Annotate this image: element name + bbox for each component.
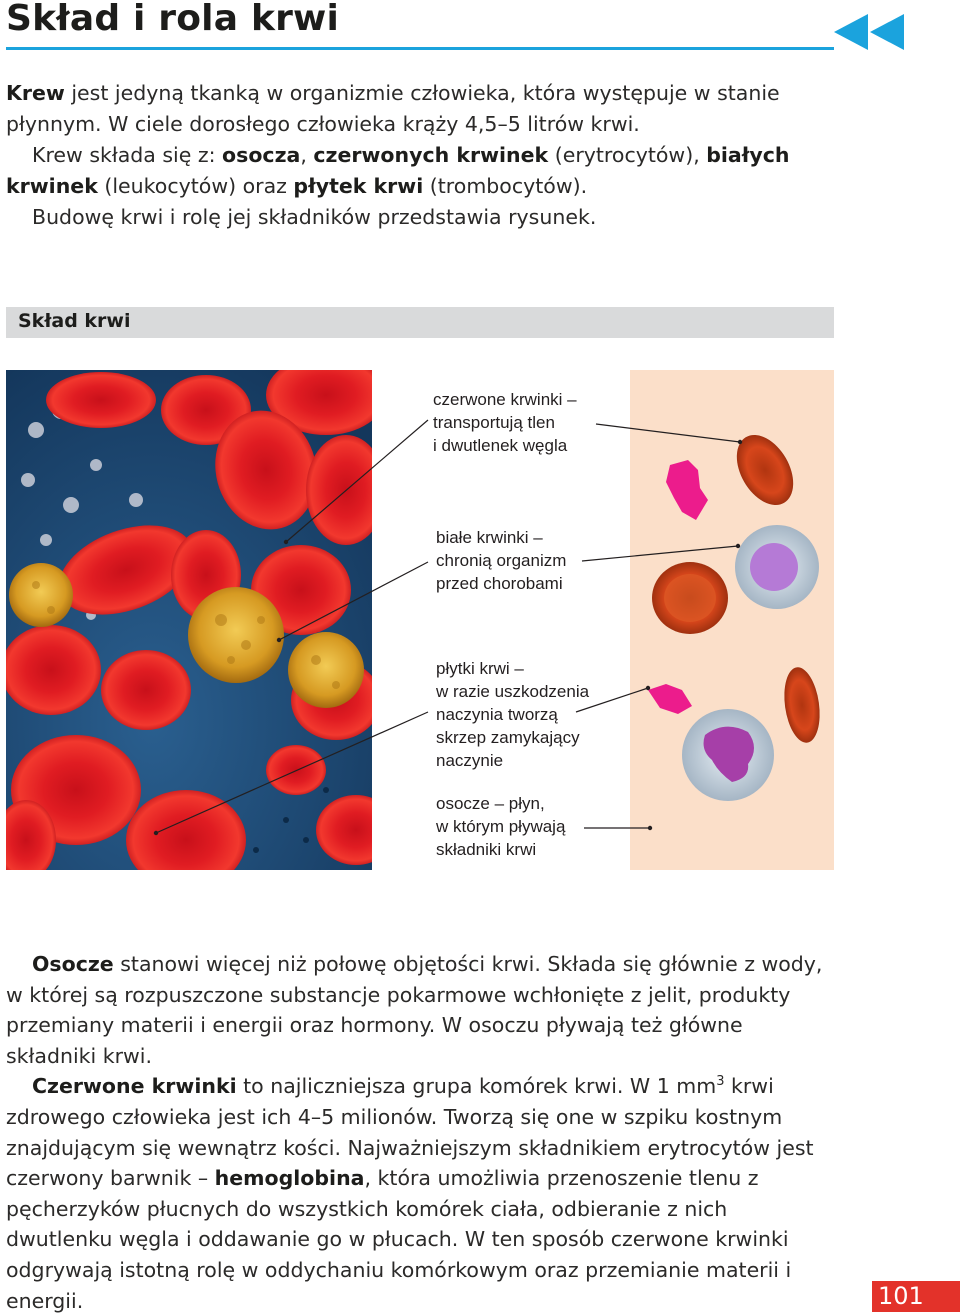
intro-text — [6, 78, 836, 233]
label-red-cells: czerwone krwinki – transportują tlen i dwutlenek węgla — [433, 390, 577, 455]
intro-paragraph-1: Krew jest jedyną tkanką w organizmie człowieka, która występuje w stanie płynnym. W ciele dorosłego człowieka krąży 4,5–5 litrów krwi. — [6, 81, 780, 136]
body-paragraph-red-cells: Czerwone krwinki to najliczniejsza grupa komórek krwi. W 1 $mm^3$ krwi zdrowego człowieka jest ich 4–5 milionów. Tworzą się one w szpiku kostnym znajdującym się wewnątrz kości. Najważniejszym składnikiem erytrocytów jest czerwony barwnik – hemoglobina, która umożliwia przenoszenie tlenu z pęcherzyków płucnych do wszystkich komórek ciała, odbieranie z nich dwutlenku węgla i oddawanie go w płucach. W ten sposób czerwone krwinki odgrywają istotną rolę w oddychaniu komórkowym oraz przemianie materii i energii. — [6, 1074, 814, 1313]
page-number: 101 — [872, 1281, 960, 1312]
body-paragraph-plasma: Osocze stanowi więcej niż połowę objętości krwi. Składa się głównie z wody, w której są rozpuszczone substancje pokarmowe wchłonięte z jelit, produkty przemiany materii i energii oraz hormony. W osoczu pływają też główne składniki krwi. — [6, 952, 823, 1068]
double-arrow-left-icon[interactable] — [832, 10, 912, 54]
title-underline — [6, 47, 834, 50]
blood-cells-illustration — [630, 370, 834, 870]
label-platelets: płytki krwi – w razie uszkodzenia naczynia tworzą skrzep zamykający naczynie — [436, 659, 590, 770]
body-text — [6, 949, 836, 1316]
figure-heading-bar — [6, 307, 834, 338]
label-plasma: osocze – płyn, w którym pływają składniki krwi — [436, 794, 566, 859]
label-white-cells: białe krwinki – chronią organizm przed chorobami — [436, 528, 567, 593]
intro-paragraph-3: Budowę krwi i rolę jej składników przedstawia rysunek. — [32, 205, 597, 229]
figure-heading: Skład krwi — [18, 310, 131, 332]
blood-micrograph — [6, 370, 372, 870]
page-title: Skład i rola krwi — [6, 0, 340, 39]
intro-paragraph-2: Krew składa się z: osocza, czerwonych krwinek (erytrocytów), białych krwinek (leukocytów) oraz płytek krwi (trombocytów). — [6, 143, 790, 198]
